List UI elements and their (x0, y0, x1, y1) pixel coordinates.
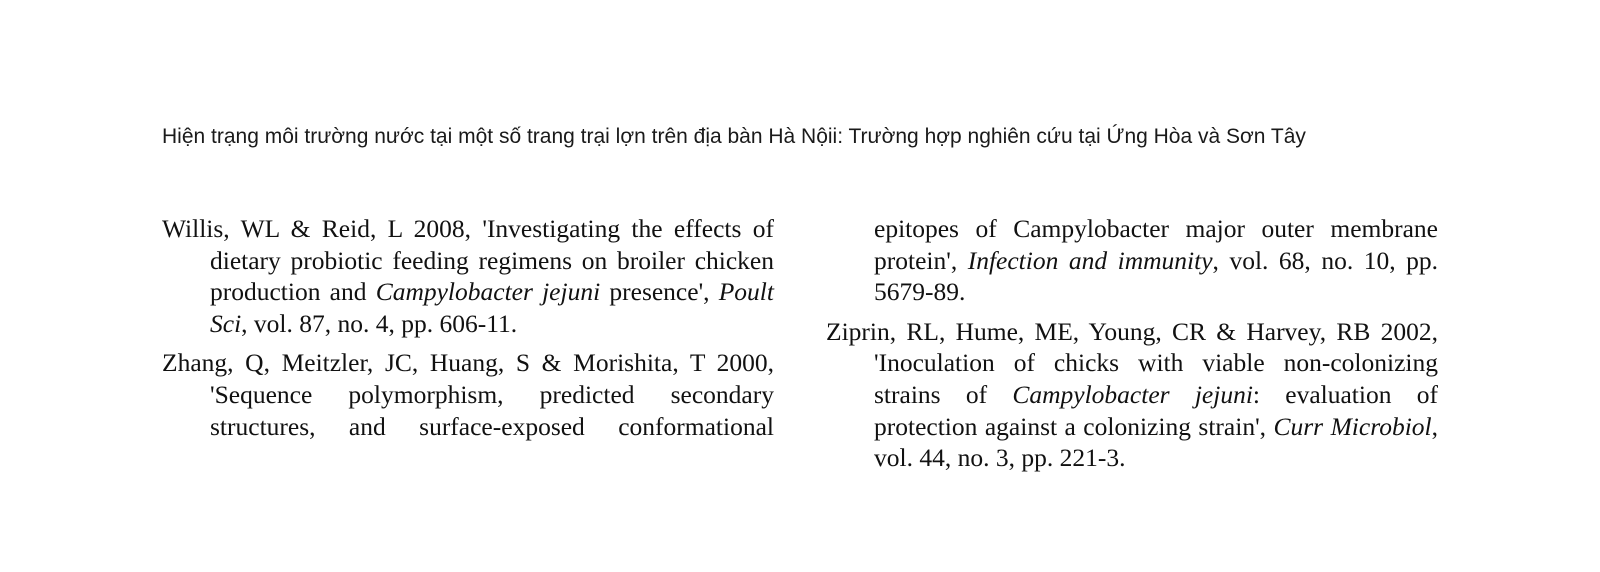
reference-column-left (162, 213, 774, 450)
reference-journal: Poult Sci (210, 277, 774, 338)
reference-text-mid: : evaluation of protection against a colonizing strain', (874, 379, 1438, 441)
reference-title-end: presence', (600, 277, 719, 307)
reference-species-italic: Campylobacter jejuni (1012, 379, 1253, 409)
running-header: Hiện trạng môi trường nước tại một số trang trại lợn trên địa bàn Hà Nộii: Trường hợp nghiên cứu tại Ứng Hòa và Sơn Tây (162, 125, 1306, 148)
reference-journal: Infection and immunity (967, 245, 1213, 275)
reference-journal: Curr Microbiol (1273, 411, 1432, 441)
reference-authors-year: Willis, WL & Reid, L 2008, (162, 214, 483, 243)
reference-details: , vol. 68, no. 10, pp. 5679-89. (874, 245, 1438, 307)
reference-details: , vol. 44, no. 3, pp. 221-3. (874, 411, 1438, 473)
reference-title: 'Investigating the effects of dietary probiotic feeding regimens on broiler chicken production and (210, 214, 774, 307)
reference-details: , vol. 87, no. 4, pp. 606-11. (241, 308, 518, 338)
reference-text: epitopes of Campylobacter major outer membrane protein', (874, 214, 1438, 275)
reference-text: Ziprin, RL, Hume, ME, Young, CR & Harvey, RB 2002, 'Inoculation of chicks with viable non-colonizing strains of (826, 316, 1438, 409)
reference-willis-2008 (162, 213, 774, 339)
reference-zhang-2000 (162, 347, 774, 442)
reference-species-italic: Campylobacter jejuni (375, 277, 601, 307)
reference-column-right (826, 213, 1438, 482)
reference-ziprin-2002 (826, 316, 1438, 474)
reference-text: Zhang, Q, Meitzler, JC, Huang, S & Morishita, T 2000, 'Sequence polymorphism, predicted secondary structures, and surface-exposed conformational (162, 348, 774, 441)
reference-zhang-2000-continued (826, 213, 1438, 308)
